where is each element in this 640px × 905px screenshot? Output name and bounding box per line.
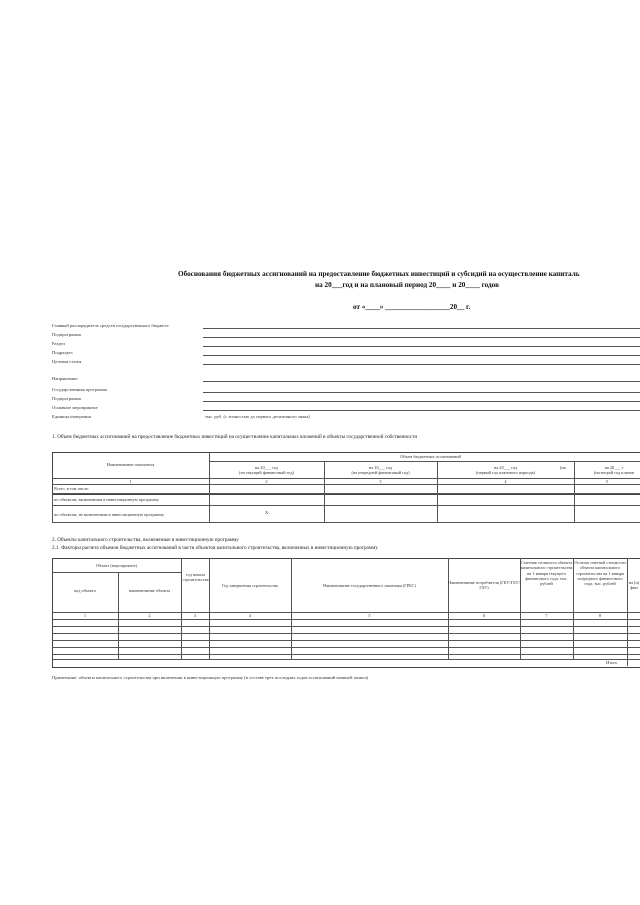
- year-header: на 20___ год (на текущий финансовый год): [239, 465, 294, 476]
- column-header: Наименование показателя: [106, 462, 155, 467]
- section2-subheading: 2.1. Факторы расчета объемов бюджетных ассигнований в части объектов капитального строительства, включенных в инвестиционную программу: [52, 545, 379, 551]
- field-value: тыс. руб. (с точностью до первого десятичного знака): [205, 414, 310, 419]
- field-line: [203, 392, 640, 393]
- field-label: Подпрограмма: [52, 332, 81, 337]
- column-header: код объекта: [74, 588, 96, 593]
- field-line: [203, 337, 640, 338]
- field-line: [203, 401, 640, 402]
- section2-heading: 2. Объекты капитального строительства, включенные в инвестиционную программу: [52, 537, 239, 543]
- column-number: 4: [248, 613, 252, 618]
- column-number: 5: [605, 479, 609, 484]
- field-label: Целевая статья: [52, 359, 82, 364]
- table-row-label: Всего, в том числе:: [54, 486, 90, 491]
- column-number: 2: [148, 613, 151, 618]
- field-label: Подпрограмма: [52, 396, 81, 401]
- column-number: 3: [379, 479, 382, 484]
- column-number: 1: [83, 613, 87, 618]
- field-label: Государственная программа: [52, 387, 107, 392]
- total-label: Итого: [606, 660, 618, 665]
- field-line: [203, 364, 640, 365]
- column-header: Наименование государственного заказчика (ГРБС): [323, 583, 416, 588]
- table-cell-x: X: [264, 511, 269, 516]
- column-header: Сметная стоимость объекта капитального строительства на 1 января текущего финансового года, тыс. рублей: [520, 560, 573, 587]
- document-title: Обоснования бюджетных ассигнований на предоставление бюджетных инвестиций и субсидий на осуществление капиталь: [178, 270, 580, 278]
- column-header: наименование объекта: [128, 588, 171, 593]
- year-header: на 20___ г (на второй год планов: [593, 465, 635, 476]
- section1-heading: 1. Объем бюджетных ассигнований на предоставление бюджетных инвестиций на осуществление капитальных вложений в объекты государственной собственности: [52, 434, 418, 440]
- column-number: 2: [265, 479, 268, 484]
- column-number: 4: [504, 479, 507, 484]
- field-label: Единица измерения: [52, 414, 91, 419]
- year-note: (на: [560, 465, 566, 470]
- column-number: 8: [598, 613, 602, 618]
- year-header: на 20___ год (первый год планового периода): [475, 465, 536, 476]
- column-header: год начала строительства: [182, 572, 209, 583]
- footnote: Примечание: объекты капитального строительства при включении в инвестиционную программу (в составе трех последних годов ассигнований неявной записи): [52, 675, 369, 680]
- group-header: Объем бюджетных ассигнований: [400, 454, 461, 459]
- group-header: Объект (мероприятие): [96, 563, 137, 568]
- table-row-label: по объектам, не включенным в инвестиционную программу: [54, 512, 165, 517]
- field-line: [203, 355, 640, 356]
- field-line: [203, 410, 640, 411]
- column-number: 7: [545, 613, 548, 618]
- field-line: [203, 346, 640, 347]
- column-header: на (п) фин: [628, 580, 640, 591]
- document-subtitle: на 20___год и на плановый период 20____ и 20____ годов: [315, 281, 499, 289]
- column-number: 6: [482, 613, 486, 618]
- field-label: Главный распорядитель средств государственного бюджета: [52, 323, 169, 328]
- field-line: [203, 381, 640, 382]
- column-header: Остаток сметной стоимости объекта капитального строительства на 1 января очередного финансового года, тыс. рублей: [574, 560, 626, 587]
- column-number: 3: [193, 613, 197, 618]
- document-date: от «____» __________________20__ г.: [353, 303, 471, 311]
- year-header: на 20___ год (на очередной финансовый год): [351, 465, 410, 476]
- column-number: 5: [368, 613, 371, 618]
- field-label: Подраздел: [52, 350, 73, 355]
- table-row-label: по объектам, включенным в инвестиционную программу: [54, 497, 159, 502]
- field-label: Раздел: [52, 341, 65, 346]
- column-header: Год завершения строительства: [222, 583, 278, 588]
- column-header: Наименование потребителя (ГКУ/ГБУ/ГАУ): [448, 580, 520, 591]
- field-label: Основное мероприятие: [52, 405, 98, 410]
- field-label: Направление: [52, 376, 78, 381]
- column-number: 1: [129, 479, 132, 484]
- field-line: [203, 328, 640, 329]
